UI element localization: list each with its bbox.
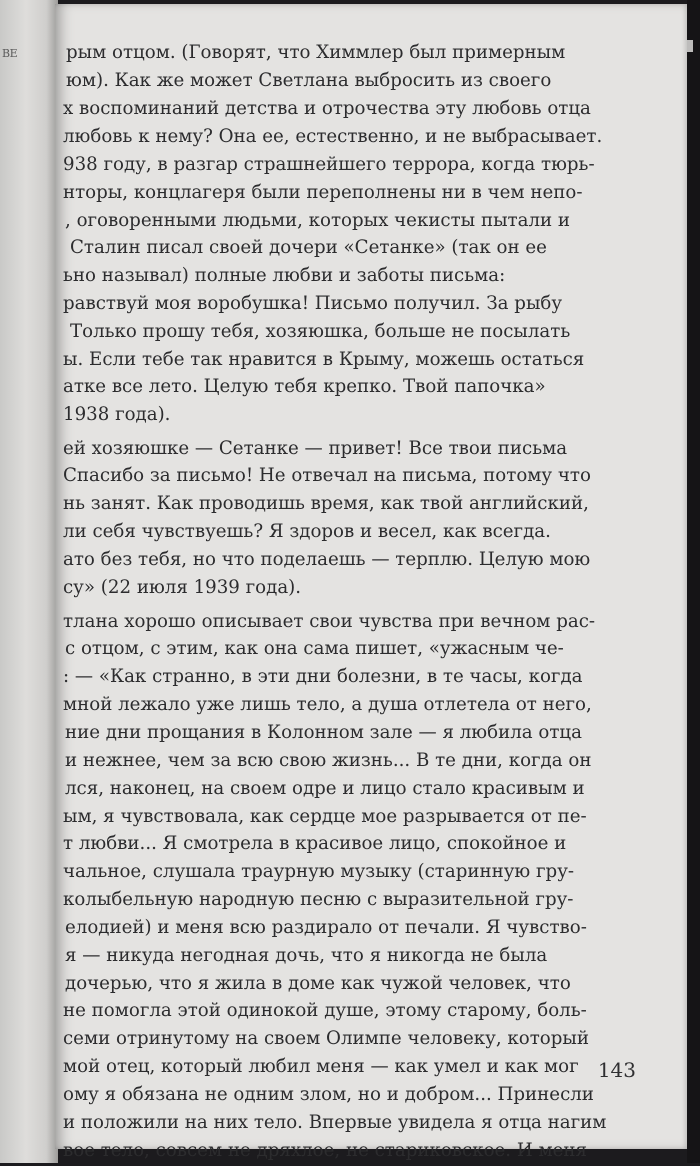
adjacent-page-edge: [0, 0, 58, 1163]
text-line: су» (22 июля 1939 года).: [63, 577, 302, 598]
text-line: т любви... Я смотрела в красивое лицо, спокойное и: [63, 833, 567, 854]
page-edge-sliver: [687, 40, 693, 52]
left-page-fragment: [2, 378, 58, 389]
text-line: нь занят. Как проводишь время, как твой английский,: [63, 493, 589, 514]
text-line: и нежнее, чем за всю свою жизнь... В те дни, когда он: [65, 750, 592, 771]
text-line: атке все лето. Целую тебя крепко. Твой папочка»: [63, 376, 546, 397]
text-line: не помогла этой одинокой душе, этому старому, боль-: [63, 1000, 587, 1021]
left-page-fragment: [2, 438, 58, 449]
text-line: ли себя чувствуешь? Я здоров и весел, как всегда.: [63, 521, 551, 542]
left-page-fragment: [2, 168, 58, 179]
text-line: вое тело, совсем не дряхлое, не стариковское. И меня: [63, 1140, 588, 1161]
text-line: Спасибо за письмо! Не отвечал на письма, потому что: [63, 465, 591, 486]
text-line: ние дни прощания в Колонном зале — я любила отца: [65, 722, 582, 743]
text-line: Только прошу тебя, хозяюшка, больше не посылать: [70, 321, 571, 342]
text-line: лся, наконец, на своем одре и лицо стало красивым и: [65, 778, 585, 799]
text-line: чальное, слушала траурную музыку (старинную гру-: [63, 861, 575, 882]
left-page-fragment: [2, 78, 58, 89]
text-line: мой отец, который любил меня — как умел и как мог: [63, 1056, 579, 1077]
left-page-fragment: [2, 408, 58, 419]
left-page-fragment: [2, 288, 58, 299]
text-line: любовь к нему? Она ее, естественно, и не выбрасывает.: [63, 126, 603, 147]
text-line: 1938 года).: [63, 404, 171, 425]
text-line: ей хозяюшке — Сетанке — привет! Все твои письма: [63, 438, 568, 459]
page-edge-shadow: [687, 0, 700, 1163]
text-line: ому я обязана не одним злом, но и добром... Принесли: [63, 1084, 594, 1105]
left-page-fragment: [2, 558, 58, 569]
left-page-fragment: [2, 258, 58, 269]
text-line: ато без тебя, но что поделаешь — терплю. Целую мою: [63, 549, 591, 570]
text-line: : — «Как странно, в эти дни болезни, в те часы, когда: [63, 666, 583, 687]
text-line: колыбельную народную песню с выразительной гру-: [63, 889, 574, 910]
left-page-fragment: [2, 468, 58, 479]
left-page-fragment: [2, 498, 58, 509]
text-line: я — никуда негодная дочь, что я никогда не была: [65, 945, 548, 966]
text-line: Сталин писал своей дочери «Сетанке» (так он ее: [70, 237, 547, 258]
text-line: и положили на них тело. Впервые увидела я отца нагим: [63, 1112, 607, 1133]
left-page-fragment: [2, 318, 58, 329]
text-line: семи отринутому на своем Олимпе человеку, который: [63, 1028, 589, 1049]
left-page-fragment: [2, 198, 58, 209]
text-line: елодией) и меня всю раздирало от печали. Я чувство-: [65, 917, 587, 938]
text-line: ы. Если тебе так нравится в Крыму, можешь остаться: [63, 349, 585, 370]
page-number: 143: [597, 1058, 636, 1082]
book-page: [55, 4, 687, 1161]
page-text: [55, 4, 687, 1161]
left-page-fragment: [2, 618, 58, 629]
left-page-fragment: [2, 528, 58, 539]
text-line: 938 году, в разгар страшнейшего террора, когда тюрь-: [63, 154, 595, 175]
left-page-fragment: [2, 108, 58, 119]
left-page-fragment: [2, 18, 58, 29]
left-page-fragment: [2, 228, 58, 239]
text-line: рым отцом. (Говорят, что Химмлер был примерным: [66, 42, 566, 63]
left-page-fragment: [2, 588, 58, 599]
text-line: тлана хорошо описывает свои чувства при вечном рас-: [63, 611, 596, 632]
text-line: с отцом, с этим, как она сама пишет, «ужасным че-: [65, 638, 564, 659]
text-line: равствуй моя воробушка! Письмо получил. За рыбу: [63, 293, 563, 314]
text-line: х воспоминаний детства и отрочества эту любовь отца: [63, 98, 591, 119]
text-line: мной лежало уже лишь тело, а душа отлетела от него,: [63, 694, 592, 715]
text-line: нторы, концлагеря были переполнены ни в чем непо-: [63, 182, 583, 203]
text-line: ым, я чувствовала, как сердце мое разрывается от пе-: [63, 806, 587, 827]
left-page-fragment: [2, 648, 58, 659]
left-page-fragment: [2, 138, 58, 149]
text-line: юм). Как же может Светлана выбросить из своего: [66, 70, 552, 91]
text-line: ьно называл) полные любви и заботы письма:: [63, 265, 506, 286]
text-line: дочерью, что я жила в доме как чужой человек, что: [65, 973, 571, 994]
left-page-fragment: ВЕ: [2, 47, 18, 60]
text-line: , оговоренными людьми, которых чекисты пытали и: [65, 210, 571, 231]
left-page-fragment: [2, 348, 58, 359]
